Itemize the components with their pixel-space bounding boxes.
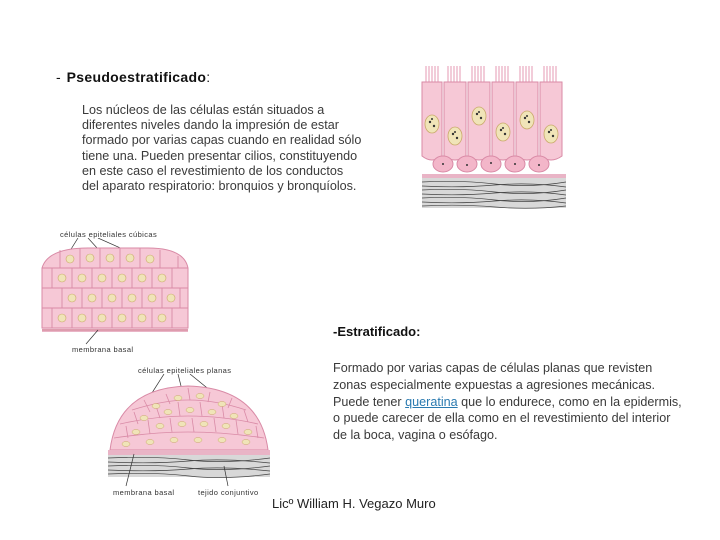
basement-membrane-label-2: membrana basal <box>113 488 175 497</box>
section2-body-start: Formado por varias capas de células planas que revisten zonas especialmente expuestas a agresiones mecánicas. Puede tener <box>333 361 656 409</box>
section2-body <box>333 360 683 444</box>
section1-heading <box>56 69 210 85</box>
cubic-cells-label: células epiteliales cúbicas <box>60 230 158 239</box>
title-colon: : <box>206 69 211 85</box>
connective-tissue-label: tejido conjuntivo <box>198 488 259 497</box>
stratified-squamous-illustration <box>104 374 274 488</box>
cuboidal-epithelium-illustration <box>38 238 198 350</box>
pseudostratified-epithelium-illustration <box>420 64 570 212</box>
keratin-link[interactable]: queratina <box>405 394 458 409</box>
bullet: - <box>56 69 61 85</box>
flat-cells-label: células epiteliales planas <box>138 366 232 375</box>
author-footer: Licº William H. Vegazo Muro <box>272 496 436 511</box>
section2-body-end: que lo endurece, como en la epidermis, o puede carecer de ella como en el revestimiento del interior de la boca, vagina o esófago. <box>333 394 682 443</box>
section1-title: Pseudoestratificado <box>66 69 207 85</box>
basement-membrane-label-1: membrana basal <box>72 345 134 354</box>
section1-body: Los núcleos de las células están situados a diferentes niveles dando la impresión de estar formado por varias capas cuando en realidad sólo tiene una. Pueden presentar cilios, constituyendo en este caso el revestimiento de los conductos del aparato respiratorio: bronquios y bronquíolos. <box>82 103 362 194</box>
section2-heading: -Estratificado: <box>333 324 421 339</box>
